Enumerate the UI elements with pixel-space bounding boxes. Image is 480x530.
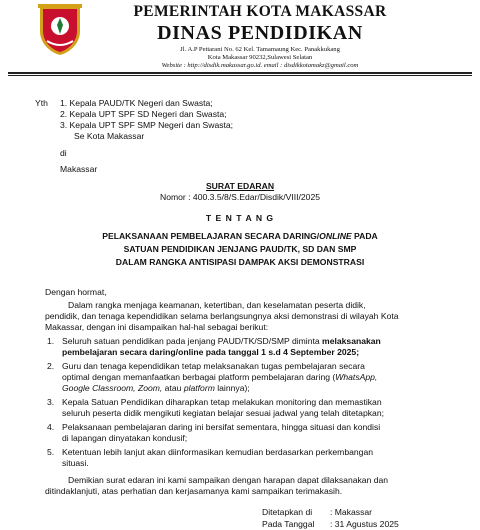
closing-line: Demikian surat edaran ini kami sampaikan dengan harapan dapat dilaksanakan dan [68,475,389,485]
point-4-line2: di lapangan dinyatakan kondusif; [62,433,188,443]
letterhead-contact: Website : http://disdik.makassar.go.id. email : disdikkotamakz@gmail.com [161,62,359,69]
letterhead-address-line1: Jl. A.P Pettarani No. 62 Kel. Tamamaung Kec. Panakkukang [180,46,340,53]
point-number: 5. [47,447,55,457]
recipient-label: Yth [35,98,48,108]
signature-date-label: Pada Tanggal [262,519,315,529]
point-2-line2: optimal dengan memanfaatkan berbagai platform pembelajaran daring (WhatsApp, [62,372,378,382]
point-number: 1. [47,336,55,346]
intro-line: Dalam rangka menjaga keamanan, ketertiban, dan keselamatan peserta didik, [68,300,366,310]
letterhead-rule-thin [8,75,472,76]
closing-line: ditindaklanjuti, atas perhatian dan kerjasamanya kami sampaikan terimakasih. [45,486,343,496]
tentang-label: T E N T A N G [205,213,275,223]
recipient-city: Makassar [60,164,98,174]
intro-line: pendidik, dan tenaga kependidikan selama berlangsungnya aksi demonstrasi di wilayah Kota [45,311,399,321]
point-5-line1: Ketentuan lebih lanjut akan diinformasikan kemudian berdasarkan perkembangan [62,447,374,457]
point-1-line2: pembelajaran secara daring/online pada tanggal 1 s.d 4 September 2025; [62,347,360,357]
letterhead-address-line2: Kota Makassar 90232,Sulawesi Selatan [207,54,313,61]
greeting: Dengan hormat, [45,287,107,297]
subject-line1: PELAKSANAAN PEMBELAJARAN SECARA DARING/ONLINE PADA [102,231,378,241]
point-2-line3: Google Classroom, Zoom, atau platform lainnya); [62,383,250,393]
recipient-item: 3. Kepala UPT SPF SMP Negeri dan Swasta; [60,120,234,130]
subject-line2: SATUAN PENDIDIKAN JENJANG PAUD/TK, SD DAN SMP [123,244,357,254]
signature-place-value: : Makassar [330,507,373,517]
point-1-line1: Seluruh satuan pendidikan pada jenjang PAUD/TK/SD/SMP diminta melaksanakan [62,336,381,346]
subject-line3: DALAM RANGKA ANTISIPASI DAMPAK AKSI DEMONSTRASI [115,257,365,267]
signature-date-value: : 31 Agustus 2025 [330,519,399,529]
point-number: 4. [47,422,55,432]
point-4-line1: Pelaksanaan pembelajaran daring ini bersifat sementara, hingga situasi dan kondisi [62,422,381,432]
letterhead-government: PEMERINTAH KOTA MAKASSAR [133,3,387,20]
document-title: SURAT EDARAN [205,181,275,191]
recipient-area: Se Kota Makassar [74,131,145,141]
recipient-di: di [60,148,67,158]
signature-place-label: Ditetapkan di [262,507,313,517]
document-number: Nomor : 400.3.5/8/S.Edar/Disdik/VIII/2025 [159,192,321,202]
point-3-line2: seluruh peserta didik mengikuti kegiatan belajar sesuai jadwal yang telah ditetapkan; [62,408,384,418]
point-number: 2. [47,361,55,371]
recipient-item: 2. Kepala UPT SPF SD Negeri dan Swasta; [60,109,227,119]
point-3-line1: Kepala Satuan Pendidikan diharapkan tetap melakukan monitoring dan memastikan [62,397,382,407]
letterhead-agency: DINAS PENDIDIKAN [157,22,363,44]
point-number: 3. [47,397,55,407]
letterhead-rule-thick [8,72,472,74]
intro-line: Makassar, dengan ini disampaikan hal-hal sebagai berikut: [45,322,269,332]
point-5-line2: situasi. [62,458,89,468]
point-2-line1: Guru dan tenaga kependidikan tetap melaksanakan tugas pembelajaran secara [62,361,365,371]
recipient-item: 1. Kepala PAUD/TK Negeri dan Swasta; [60,98,213,108]
